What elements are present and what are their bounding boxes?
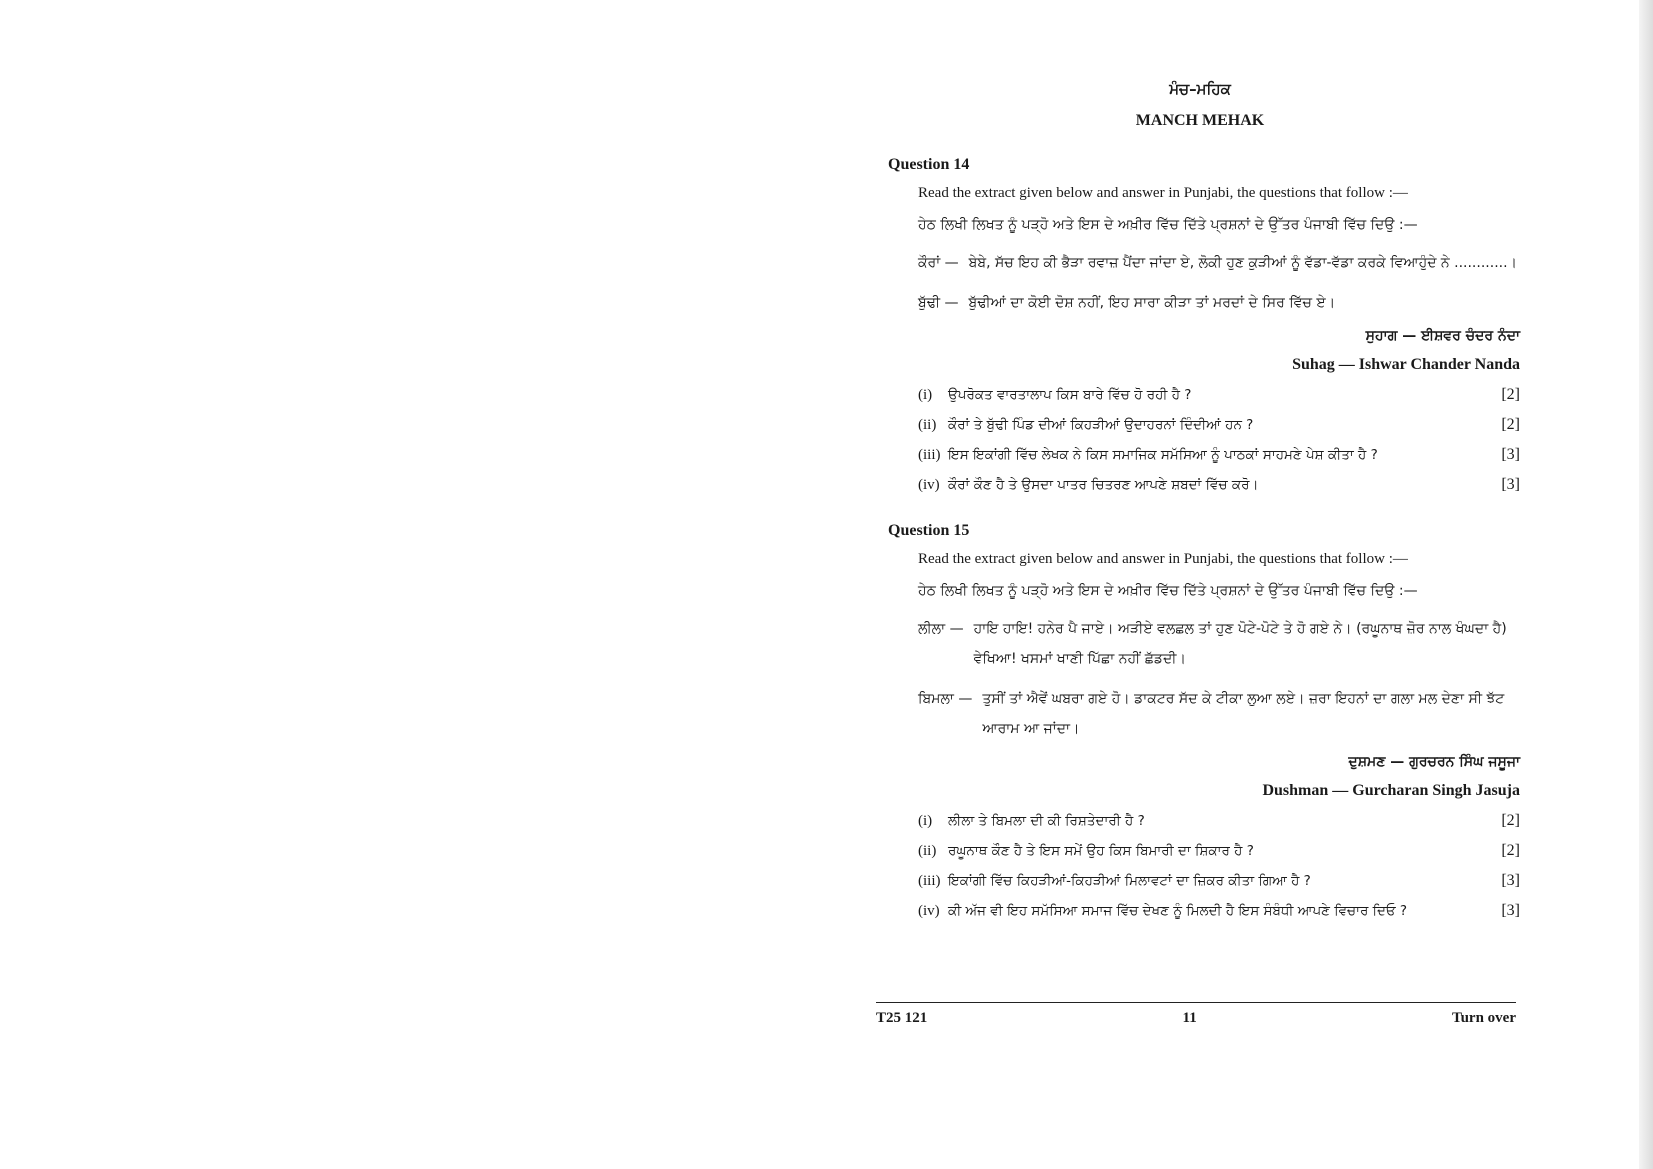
paper-code: T25 121 — [876, 1010, 928, 1026]
exam-page — [880, 70, 1520, 932]
subquestion-number: (i) — [918, 813, 933, 829]
page-footer — [876, 1010, 1516, 1027]
subquestion-marks: [2] — [1501, 812, 1520, 829]
subquestion-number: (ii) — [918, 417, 937, 433]
source-punjabi: ਸੁਹਾਗ — ਈਸ਼ਵਰ ਚੰਦਰ ਨੰਦਾ — [1365, 328, 1520, 344]
subquestion — [918, 842, 1520, 860]
subquestion-text: ਰਘੂਨਾਥ ਕੌਣ ਹੈ ਤੇ ਇਸ ਸਮੇਂ ਉਹ ਕਿਸ ਬਿਮਾਰੀ ਦਾ ਸ਼ਿਕਾਰ ਹੈ ? — [948, 843, 1254, 859]
subquestion-text: ਉਪਰੋਕਤ ਵਾਰਤਾਲਾਪ ਕਿਸ ਬਾਰੇ ਵਿੱਚ ਹੋ ਰਹੀ ਹੈ ? — [948, 387, 1192, 403]
speaker-name: ਬੁੱਢੀ — — [918, 295, 959, 311]
section-title-english: MANCH MEHAK — [1135, 112, 1265, 129]
speaker-name: ਕੌਰਾਂ — — [918, 255, 959, 271]
subquestion-text: ਲੀਲਾ ਤੇ ਬਿਮਲਾ ਦੀ ਕੀ ਰਿਸ਼ਤੇਦਾਰੀ ਹੈ ? — [948, 813, 1145, 829]
speech-text: ਹਾਇ ਹਾਇ! ਹਨੇਰ ਪੈ ਜਾਏ। ਅੜੀਏ ਵਲਛਲ ਤਾਂ ਹੁਣ ਪੋਟੇ-ਪੋਟੇ ਤੇ ਹੋ ਗਏ ਨੇ। (ਰਘੂਨਾਥ ਜ਼ੋਰ ਨਾਲ ਖੰਘਦਾ ਹੈ) ਵੇਖਿਆ! ਖਸਮਾਂ ਖਾਣੀ ਪਿੱਛਾ ਨਹੀਂ ਛੱਡਦੀ। — [973, 621, 1507, 667]
subquestion-number: (iii) — [918, 447, 941, 463]
subquestion-marks: [2] — [1501, 842, 1520, 859]
subquestion-number: (i) — [918, 387, 933, 403]
instruction-punjabi: ਹੇਠ ਲਿਖੀ ਲਿਖਤ ਨੂੰ ਪੜ੍ਹੋ ਅਤੇ ਇਸ ਦੇ ਅਖ਼ੀਰ ਵਿੱਚ ਦਿੱਤੇ ਪ੍ਰਸ਼ਨਾਂ ਦੇ ਉੱਤਰ ਪੰਜਾਬੀ ਵਿੱਚ ਦਿਉ :— — [918, 583, 1418, 599]
subquestion-number: (iv) — [918, 903, 940, 919]
subquestion-number: (iv) — [918, 477, 940, 493]
dialogue-line — [918, 684, 1520, 744]
subquestion-marks: [2] — [1501, 416, 1520, 433]
subquestion-marks: [2] — [1501, 386, 1520, 403]
subquestion — [918, 872, 1520, 890]
question-title: Question 15 — [888, 522, 970, 539]
page-number: 11 — [1182, 1010, 1197, 1026]
instruction-punjabi: ਹੇਠ ਲਿਖੀ ਲਿਖਤ ਨੂੰ ਪੜ੍ਹੋ ਅਤੇ ਇਸ ਦੇ ਅਖ਼ੀਰ ਵਿੱਚ ਦਿੱਤੇ ਪ੍ਰਸ਼ਨਾਂ ਦੇ ਉੱਤਰ ਪੰਜਾਬੀ ਵਿੱਚ ਦਿਉ :— — [918, 217, 1418, 233]
subquestion-marks: [3] — [1501, 902, 1520, 919]
subquestion — [918, 386, 1520, 404]
speech-text: ਬੇਬੇ, ਸੱਚ ਇਹ ਕੀ ਭੈੜਾ ਰਵਾਜ਼ ਪੈਂਦਾ ਜਾਂਦਾ ਏ, ਲੋਕੀ ਹੁਣ ਕੁੜੀਆਂ ਨੂੰ ਵੱਡਾ-ਵੱਡਾ ਕਰਕੇ ਵਿਆਹੁੰਦੇ ਨੇ ............। — [968, 255, 1517, 271]
section-title-punjabi: ਮੰਚ–ਮਹਿਕ — [1169, 80, 1231, 98]
question-title: Question 14 — [888, 156, 970, 173]
subquestion-text: ਇਸ ਇਕਾਂਗੀ ਵਿੱਚ ਲੇਖਕ ਨੇ ਕਿਸ ਸਮਾਜਿਕ ਸਮੱਸਿਆ ਨੂੰ ਪਾਠਕਾਂ ਸਾਹਮਣੇ ਪੇਸ਼ ਕੀਤਾ ਹੈ ? — [948, 447, 1378, 463]
turn-over-note: Turn over — [1451, 1010, 1516, 1026]
question-14 — [880, 156, 1520, 494]
subquestion — [918, 902, 1520, 920]
dialogue-line — [918, 614, 1520, 674]
subquestion-marks: [3] — [1501, 872, 1520, 889]
page-edge — [1639, 0, 1653, 1169]
subquestion-text: ਕੌਰਾਂ ਕੌਣ ਹੈ ਤੇ ਉਸਦਾ ਪਾਤਰ ਚਿਤਰਣ ਆਪਣੇ ਸ਼ਬਦਾਂ ਵਿੱਚ ਕਰੋ। — [948, 477, 1259, 493]
question-15 — [880, 522, 1520, 920]
source-punjabi: ਦੁਸ਼ਮਣ — ਗੁਰਚਰਨ ਸਿੰਘ ਜਸੂਜਾ — [1348, 754, 1520, 770]
speech-text: ਤੁਸੀਂ ਤਾਂ ਐਵੇਂ ਘਬਰਾ ਗਏ ਹੋ। ਡਾਕਟਰ ਸੱਦ ਕੇ ਟੀਕਾ ਲੁਆ ਲਏ। ਜ਼ਰਾ ਇਹਨਾਂ ਦਾ ਗਲਾ ਮਲ ਦੇਣਾ ਸੀ ਝੱਟ ਆਰਾਮ ਆ ਜਾਂਦਾ। — [982, 691, 1505, 737]
instruction-english: Read the extract given below and answer in Punjabi, the questions that follow :— — [918, 185, 1408, 201]
subquestion-text: ਇਕਾਂਗੀ ਵਿੱਚ ਕਿਹੜੀਆਂ-ਕਿਹੜੀਆਂ ਮਿਲਾਵਟਾਂ ਦਾ ਜ਼ਿਕਰ ਕੀਤਾ ਗਿਆ ਹੈ ? — [948, 873, 1311, 889]
dialogue-line — [918, 288, 1520, 318]
subquestion-number: (ii) — [918, 843, 937, 859]
subquestion-text: ਕੀ ਅੱਜ ਵੀ ਇਹ ਸਮੱਸਿਆ ਸਮਾਜ ਵਿੱਚ ਦੇਖਣ ਨੂੰ ਮਿਲਦੀ ਹੈ ਇਸ ਸੰਬੰਧੀ ਆਪਣੇ ਵਿਚਾਰ ਦਿਓ ? — [948, 903, 1408, 919]
subquestion-marks: [3] — [1501, 476, 1520, 493]
speech-text: ਬੁੱਢੀਆਂ ਦਾ ਕੋਈ ਦੋਸ਼ ਨਹੀਂ, ਇਹ ਸਾਰਾ ਕੀੜਾ ਤਾਂ ਮਰਦਾਂ ਦੇ ਸਿਰ ਵਿੱਚ ਏ। — [968, 295, 1336, 311]
speaker-name: ਲੀਲਾ — — [918, 621, 964, 637]
speaker-name: ਬਿਮਲਾ — — [918, 691, 973, 707]
subquestion-number: (iii) — [918, 873, 941, 889]
subquestion-marks: [3] — [1501, 446, 1520, 463]
footer-divider — [876, 1002, 1516, 1003]
subquestion — [918, 416, 1520, 434]
subquestion — [918, 446, 1520, 464]
subquestion — [918, 812, 1520, 830]
subquestion-text: ਕੌਰਾਂ ਤੇ ਬੁੱਢੀ ਪਿੰਡ ਦੀਆਂ ਕਿਹੜੀਆਂ ਉਦਾਹਰਨਾਂ ਦਿੰਦੀਆਂ ਹਨ ? — [948, 417, 1254, 433]
subquestion — [918, 476, 1520, 494]
source-english: Suhag — Ishwar Chander Nanda — [1292, 356, 1520, 373]
instruction-english: Read the extract given below and answer in Punjabi, the questions that follow :— — [918, 551, 1408, 567]
dialogue-line — [918, 248, 1520, 278]
source-english: Dushman — Gurcharan Singh Jasuja — [1262, 782, 1520, 799]
